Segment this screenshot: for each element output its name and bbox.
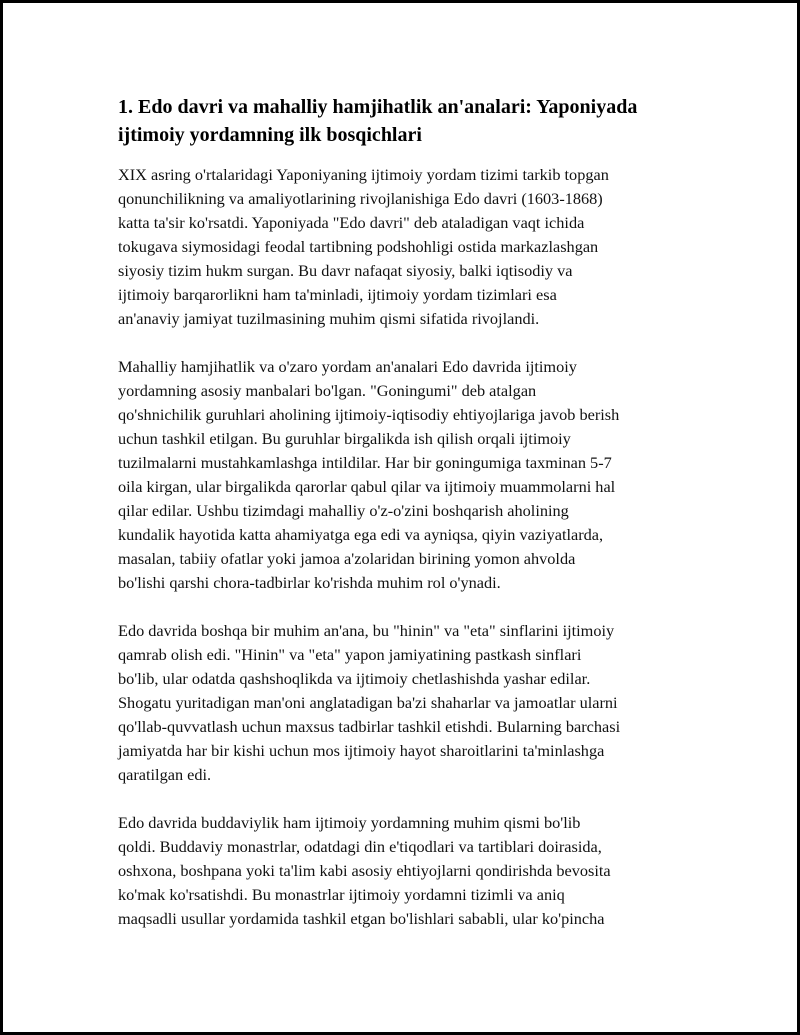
text-line: bo'lib, ular odatda qashshoqlikda va ijtimoiy chetlashishda yashar edilar. (118, 669, 591, 688)
text-line: oshxona, boshpana yoki ta'lim kabi asosiy ehtiyojlarni qondirishda bevosita (118, 861, 611, 880)
section-heading (118, 93, 698, 149)
text-line: masalan, tabiiy ofatlar yoki jamoa a'zolaridan birining yomon ahvolda (118, 549, 576, 568)
text-line: qaratilgan edi. (118, 765, 212, 784)
text-line: Mahalliy hamjihatlik va o'zaro yordam an'analari Edo davrida ijtimoiy (118, 357, 577, 376)
text-line: Edo davrida buddaviylik ham ijtimoiy yordamning muhim qismi bo'lib (118, 813, 581, 832)
text-line: qilar edilar. Ushbu tizimdagi mahalliy o'z-o'zini boshqarish aholining (118, 501, 569, 520)
text-line: siyosiy tizim hukm surgan. Bu davr nafaqat siyosiy, balki iqtisodiy va (118, 261, 573, 280)
paragraph (118, 619, 698, 787)
text-line: bo'lishi qarshi chora-tadbirlar ko'rishda muhim rol o'ynadi. (118, 573, 501, 592)
text-line: qoldi. Buddaviy monastrlar, odatdagi din e'tiqodlari va tartiblari doirasida, (118, 837, 602, 856)
text-line: qo'shnichilik guruhlari aholining ijtimoiy-iqtisodiy ehtiyojlariga javob berish (118, 405, 620, 424)
text-line: katta ta'sir ko'rsatdi. Yaponiyada "Edo davri" deb ataladigan vaqt ichida (118, 213, 585, 232)
paragraph (118, 811, 698, 931)
paragraph (118, 355, 698, 595)
text-line: maqsadli usullar yordamida tashkil etgan bo'lishlari sababli, ular ko'pincha (118, 909, 605, 928)
text-line: Edo davrida boshqa bir muhim an'ana, bu "hinin" va "eta" sinflarini ijtimoiy (118, 621, 615, 640)
paragraph (118, 163, 698, 331)
text-line: ko'mak ko'rsatishdi. Bu monastrlar ijtimoiy yordamni tizimli va aniq (118, 885, 565, 904)
heading-line: ijtimoiy yordamning ilk bosqichlari (118, 124, 422, 146)
text-line: XIX asring o'rtalaridagi Yaponiyaning ijtimoiy yordam tizimi tarkib topgan (118, 165, 609, 184)
text-line: qamrab olish edi. "Hinin" va "eta" yapon jamiyatining pastkash sinflari (118, 645, 582, 664)
text-line: Shogatu yuritadigan man'oni anglatadigan ba'zi shaharlar va jamoatlar ularni (118, 693, 618, 712)
text-line: ijtimoiy barqarorlikni ham ta'minladi, ijtimoiy yordam tizimlari esa (118, 285, 557, 304)
text-line: tokugava siymosidagi feodal tartibning podshohligi ostida markazlashgan (118, 237, 599, 256)
document-body (118, 93, 698, 955)
text-line: yordamning asosiy manbalari bo'lgan. "Goningumi" deb atalgan (118, 381, 537, 400)
text-line: kundalik hayotida katta ahamiyatga ega edi va ayniqsa, qiyin vaziyatlarda, (118, 525, 604, 544)
text-line: qonunchilikning va amaliyotlarining rivojlanishiga Edo davri (1603-1868) (118, 189, 603, 208)
text-line: qo'llab-quvvatlash uchun maxsus tadbirlar tashkil etishdi. Bularning barchasi (118, 717, 621, 736)
heading-line: 1. Edo davri va mahalliy hamjihatlik an'analari: Yaponiyada (118, 96, 638, 118)
text-line: uchun tashkil etilgan. Bu guruhlar birgalikda ish qilish orqali ijtimoiy (118, 429, 571, 448)
text-line: jamiyatda har bir kishi uchun mos ijtimoiy hayot sharoitlarini ta'minlashga (118, 741, 605, 760)
text-line: an'anaviy jamiyat tuzilmasining muhim qismi sifatida rivojlandi. (118, 309, 540, 328)
text-line: tuzilmalarni mustahkamlashga intildilar. Har bir goningumiga taxminan 5-7 (118, 453, 612, 472)
text-line: oila kirgan, ular birgalikda qarorlar qabul qilar va ijtimoiy muammolarni hal (118, 477, 616, 496)
